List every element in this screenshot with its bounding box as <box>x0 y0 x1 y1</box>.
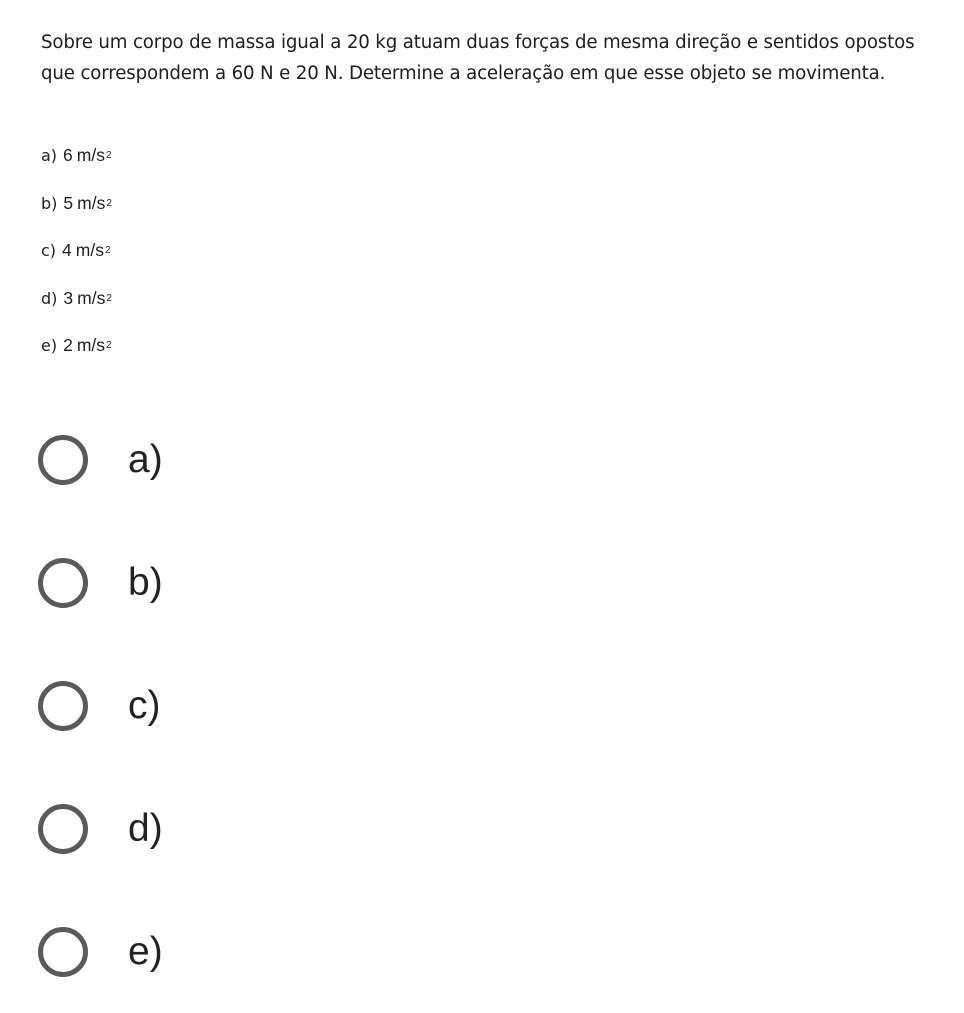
alternative-value: 4 <box>62 240 72 261</box>
alternative-exponent: 2 <box>104 245 111 257</box>
alternative-exponent: 2 <box>106 197 112 209</box>
alternatives-list <box>41 132 112 370</box>
radio-button-d[interactable] <box>38 804 88 854</box>
radio-button-e[interactable] <box>38 927 88 977</box>
alternative-unit: m/s <box>76 145 105 166</box>
alternative-d <box>41 275 112 323</box>
alternative-letter: b) <box>41 193 58 213</box>
alternative-unit: m/s <box>77 192 106 213</box>
alternative-e <box>41 322 112 370</box>
alternative-unit: m/s <box>76 335 106 356</box>
option-label[interactable]: d) <box>128 807 163 850</box>
option-a[interactable] <box>38 398 163 521</box>
radio-button-b[interactable] <box>38 558 88 608</box>
option-label[interactable]: b) <box>128 561 163 604</box>
alternative-letter: e) <box>41 336 58 356</box>
option-d[interactable] <box>38 767 163 890</box>
alternative-letter: d) <box>41 288 58 308</box>
option-label[interactable]: a) <box>128 438 163 481</box>
alternative-c <box>41 227 112 275</box>
alternative-a <box>41 132 112 180</box>
alternative-unit: m/s <box>75 240 104 261</box>
option-c[interactable] <box>38 644 163 767</box>
alternative-exponent: 2 <box>106 340 112 352</box>
option-b[interactable] <box>38 521 163 644</box>
option-label[interactable]: c) <box>128 684 161 727</box>
alternative-letter: a) <box>41 146 58 166</box>
alternative-letter: c) <box>41 241 57 261</box>
alternative-exponent: 2 <box>106 292 112 304</box>
alternative-exponent: 2 <box>105 150 112 162</box>
alternative-value: 3 <box>63 287 74 308</box>
alternative-b <box>41 180 112 228</box>
alternative-value: 5 <box>63 192 74 213</box>
option-e[interactable] <box>38 890 163 1013</box>
alternative-value: 6 <box>63 145 73 166</box>
answer-options <box>38 398 163 1013</box>
question-text: Sobre um corpo de massa igual a 20 kg atuam duas forças de mesma direção e sentidos opostos que correspondem a 60 N e 20 N. Determine a aceleração em que esse objeto se movimenta. <box>41 32 915 84</box>
option-label[interactable]: e) <box>128 930 163 973</box>
alternative-unit: m/s <box>77 287 106 308</box>
radio-button-a[interactable] <box>38 435 88 485</box>
alternative-value: 2 <box>63 335 73 356</box>
radio-button-c[interactable] <box>38 681 88 731</box>
